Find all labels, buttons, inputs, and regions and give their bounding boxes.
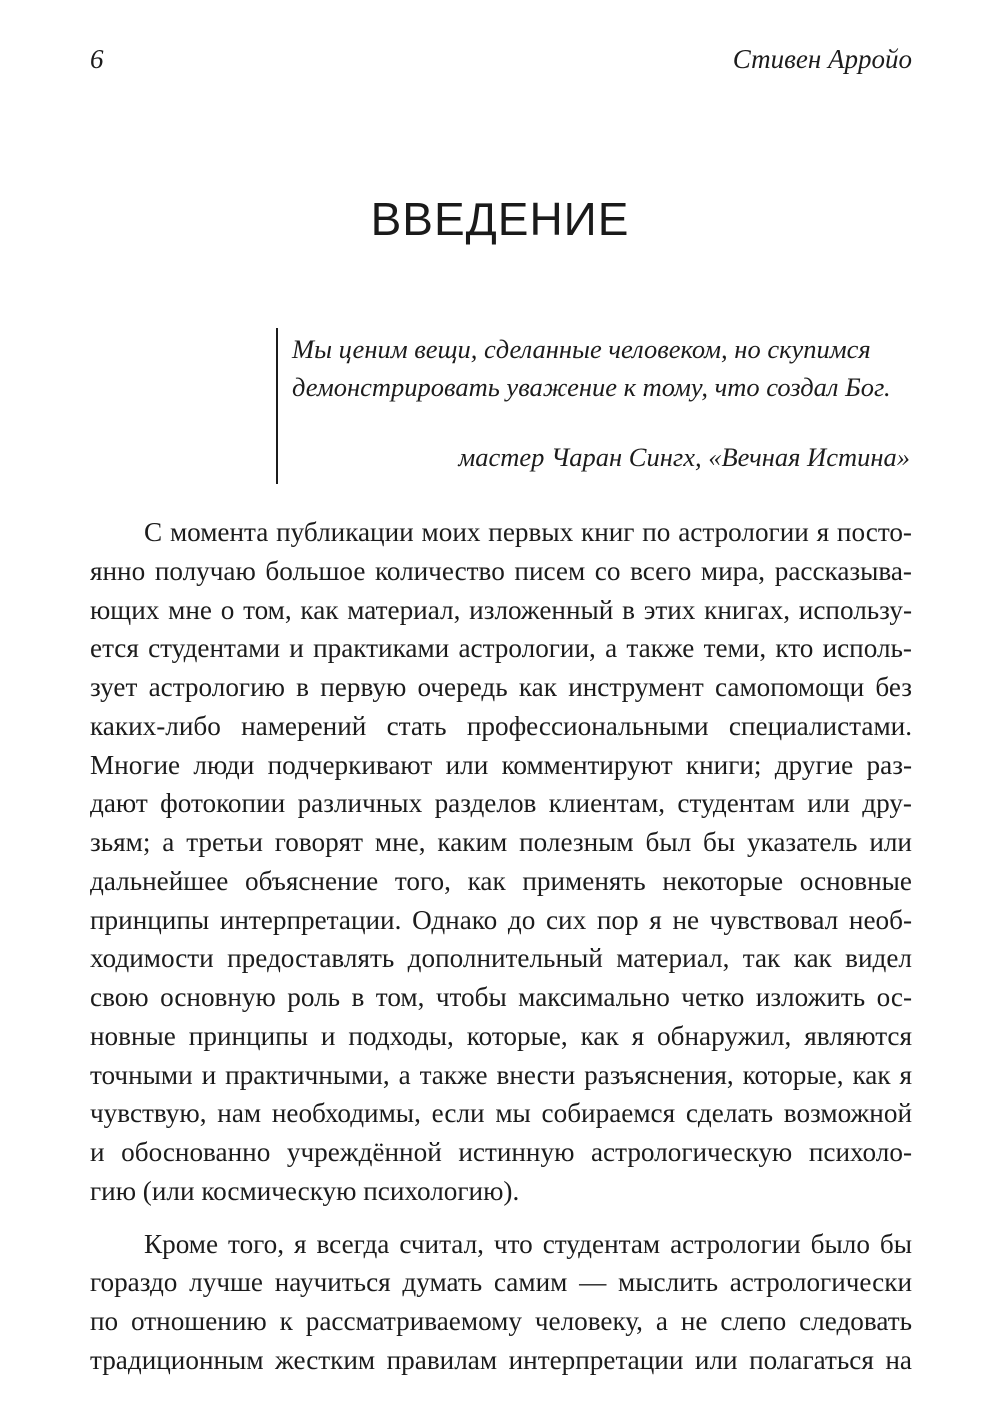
text-line: гораздо лучше научиться думать самим — мыслить астрологически xyxy=(90,1267,912,1298)
chapter-title: ВВЕДЕНИЕ xyxy=(370,193,630,245)
text-line: зует астрологию в первую очередь как инструмент самопомощи без xyxy=(90,672,912,702)
text-line: дальнейшее объяснение того, как применять некоторые основные xyxy=(90,865,912,896)
body-text xyxy=(90,513,912,1380)
running-head-author: Стивен Арройо xyxy=(732,44,912,74)
text-line: чувствую, нам необходимы, если мы собираемся сделать возможной xyxy=(90,1098,912,1129)
text-line: каких-либо намерений стать профессиональными специалистами. xyxy=(90,710,912,741)
text-line: Кроме того, я всегда считал, что студентам астрологии было бы xyxy=(144,1228,912,1259)
running-head xyxy=(90,44,912,78)
paragraph-1 xyxy=(90,513,912,1211)
text-line: точными и практичными, а также внести разъяснения, которые, как я xyxy=(90,1059,912,1090)
text-line: принципы интерпретации. Однако до сих пор я не чувствовал необ- xyxy=(90,904,912,935)
epigraph-quote: Мы ценим вещи, сделанные человеком, но скупимся демонстрировать уважение к тому, что создал Бог. xyxy=(292,334,891,402)
text-line: ющих мне о том, как материал, изложенный в этих книгах, использу- xyxy=(90,594,912,625)
text-line: Многие люди подчеркивают или комментируют книги; другие раз- xyxy=(90,749,912,780)
text-line: янно получаю большое количество писем со всего мира, рассказыва- xyxy=(90,555,912,586)
text-line: по отношению к рассматриваемому человеку, а не слепо следовать xyxy=(90,1306,912,1336)
text-line: гию (или космическую психологию). xyxy=(90,1175,520,1206)
text-line: традиционным жестким правилам интерпретации или полагаться на xyxy=(90,1344,912,1375)
text-line: свою основную роль в том, чтобы максимально четко изложить ос- xyxy=(90,982,912,1012)
text-line: ходимости предоставлять дополнительный материал, так как видел xyxy=(90,943,912,974)
text-line: и обоснованно учреждённой истинную астрологическую психоло- xyxy=(90,1137,912,1167)
text-line: ется студентами и практиками астрологии, а также теми, кто исполь- xyxy=(90,633,912,664)
text-line: дают фотокопии различных разделов клиентам, студентам или дру- xyxy=(90,788,912,819)
text-line: зьям; а третьи говорят мне, каким полезным был бы указатель или xyxy=(90,827,912,857)
epigraph xyxy=(276,328,912,484)
paragraph-2 xyxy=(90,1225,912,1380)
page-number: 6 xyxy=(90,44,104,74)
text-line: С момента публикации моих первых книг по астрологии я посто- xyxy=(144,517,912,547)
text-line: новные принципы и подходы, которые, как я обнаружил, являются xyxy=(90,1020,912,1051)
epigraph-source: мастер Чаран Сингх, «Вечная Истина» xyxy=(458,442,910,472)
